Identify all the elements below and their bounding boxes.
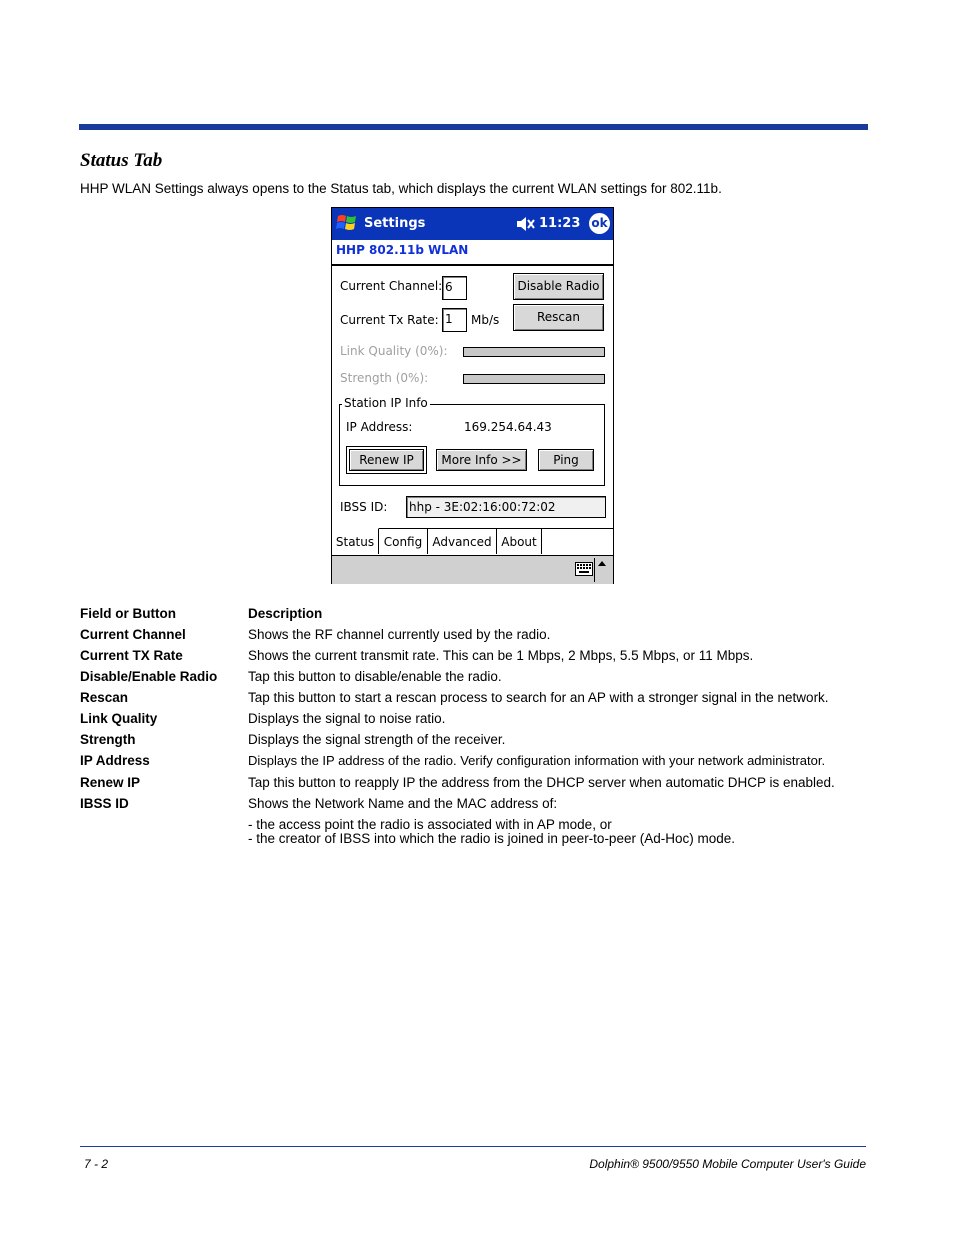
field-name: Renew IP [80, 775, 141, 790]
tx-rate-unit: Mb/s [471, 313, 500, 327]
ibss-id-field: hhp - 3E:02:16:00:72:02 [406, 496, 606, 518]
field-description: Displays the signal to noise ratio. [248, 711, 446, 726]
current-channel-label: Current Channel: [340, 279, 443, 293]
window-title: Settings [364, 216, 426, 231]
ping-button[interactable]: Ping [538, 449, 594, 471]
section-title: Status Tab [80, 150, 163, 171]
ip-address-value: 169.254.64.43 [464, 420, 552, 434]
page-number: 7 - 2 [84, 1157, 109, 1171]
field-name: IBSS ID [80, 796, 129, 811]
top-rule [79, 124, 868, 130]
field-name: IP Address [80, 753, 150, 768]
field-name: Disable/Enable Radio [80, 669, 218, 684]
station-ip-info-legend: Station IP Info [344, 396, 428, 410]
tab-config[interactable]: Config [379, 529, 428, 554]
ibss-bullet: - the creator of IBSS into which the radio is joined in peer-to-peer (Ad-Hoc) mode. [248, 831, 735, 846]
field-name: Rescan [80, 690, 129, 705]
field-name: Link Quality [80, 711, 158, 726]
tx-rate-label: Current Tx Rate: [340, 313, 439, 327]
tab-about[interactable]: About [497, 529, 542, 554]
more-info-button[interactable]: More Info >> [436, 449, 527, 471]
intro-paragraph: HHP WLAN Settings always opens to the Status tab, which displays the current WLAN settings for 802.11b. [80, 181, 722, 196]
strength-label: Strength (0%): [340, 371, 429, 385]
tab-advanced[interactable]: Advanced [428, 529, 497, 554]
menu-bar [332, 555, 613, 584]
up-arrow-icon[interactable] [598, 561, 606, 566]
field-name: Strength [80, 732, 136, 747]
rescan-button[interactable]: Rescan [513, 304, 604, 331]
tx-rate-field: 1 [442, 308, 467, 332]
field-description: Tap this button to start a rescan process to search for an AP with a stronger signal in the network. [248, 690, 829, 705]
windows-start-icon[interactable] [336, 212, 358, 234]
app-title-divider [332, 264, 613, 266]
strength-bar [463, 374, 605, 384]
ibss-id-label: IBSS ID: [340, 500, 388, 514]
bottom-rule [80, 1146, 866, 1147]
field-description: Shows the RF channel currently used by the radio. [248, 627, 551, 642]
current-channel-field: 6 [442, 276, 467, 300]
field-description: Tap this button to disable/enable the radio. [248, 669, 502, 684]
field-description: Displays the IP address of the radio. Verify configuration information with your network administrator. [248, 753, 826, 768]
device-screenshot [331, 207, 614, 584]
field-name: Current Channel [80, 627, 186, 642]
header-description: Description [248, 606, 323, 621]
speaker-muted-icon[interactable] [516, 216, 536, 232]
tab-strip [332, 528, 613, 555]
app-title: HHP 802.11b WLAN [336, 243, 469, 257]
link-quality-bar [463, 347, 605, 357]
header-field: Field or Button [80, 606, 176, 621]
title-bar [332, 208, 613, 240]
renew-ip-button[interactable]: Renew IP [349, 449, 424, 471]
field-description: Shows the Network Name and the MAC address of: [248, 796, 558, 811]
field-name: Current TX Rate [80, 648, 183, 663]
menu-separator [594, 558, 595, 582]
field-description: Displays the signal strength of the receiver. [248, 732, 506, 747]
disable-radio-button[interactable]: Disable Radio [513, 273, 604, 300]
field-description: Shows the current transmit rate. This can be 1 Mbps, 2 Mbps, 5.5 Mbps, or 11 Mbps. [248, 648, 754, 663]
keyboard-icon[interactable] [575, 562, 593, 576]
ip-address-label: IP Address: [346, 420, 413, 434]
ibss-bullet: - the access point the radio is associated with in AP mode, or [248, 817, 612, 832]
link-quality-label: Link Quality (0%): [340, 344, 448, 358]
tab-status[interactable]: Status [332, 528, 379, 554]
ok-button[interactable]: ok [589, 213, 610, 234]
guide-title: Dolphin® 9500/9550 Mobile Computer User's Guide [589, 1157, 866, 1171]
field-description: Tap this button to reapply IP the address from the DHCP server when automatic DHCP is enabled. [248, 775, 835, 790]
station-ip-info-group [339, 404, 605, 486]
clock[interactable]: 11:23 [539, 216, 581, 231]
